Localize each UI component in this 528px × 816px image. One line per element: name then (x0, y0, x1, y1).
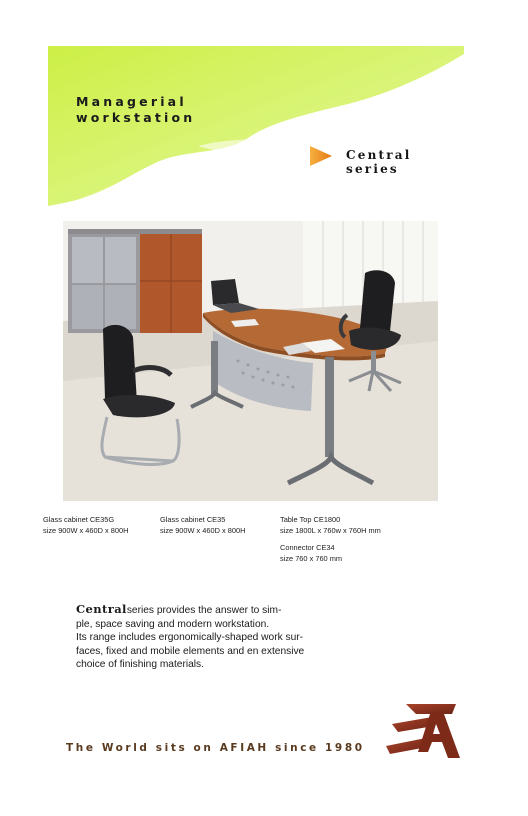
spec-name: Glass cabinet CE35 (160, 515, 226, 524)
spec-size: size 1800L x 760w x 760H mm (280, 526, 381, 535)
triangle-arrow-icon (310, 146, 332, 166)
description-line-4: faces, fixed and mobile elements and en extensive (76, 645, 305, 657)
spec-glass-cabinet-ce35 (160, 514, 245, 536)
description-line-1 (76, 603, 376, 618)
spec-name: Glass cabinet CE35G (43, 515, 115, 524)
title-line-2: workstation (76, 110, 196, 125)
description-paragraph (76, 603, 376, 672)
series-line-1: Central (346, 148, 412, 162)
description-text-1: series provides the answer to sim- (126, 605, 282, 616)
description-line-3: Its range includes ergonomically-shaped work sur- (76, 632, 304, 644)
spec-glass-cabinet-ce35g (43, 514, 128, 536)
spec-table-top-ce1800 (280, 514, 381, 536)
footer-tagline: The World sits on AFIAH since 1980 (66, 742, 365, 754)
spec-size: size 760 x 760 mm (280, 554, 343, 563)
spec-connector-ce34 (280, 542, 342, 564)
title-line-1: Managerial (76, 94, 187, 109)
description-line-5: choice of finishing materials. (76, 659, 204, 671)
office-furniture-photo-icon (63, 221, 438, 501)
page-title (76, 94, 195, 126)
spec-size: size 900W x 460D x 800H (160, 526, 246, 535)
spec-size: size 900W x 460D x 800H (43, 526, 129, 535)
brand-name: Central (76, 602, 127, 616)
series-label (346, 148, 412, 176)
series-line-2: series (346, 162, 399, 176)
afiah-logo-icon (386, 702, 466, 760)
product-photo (63, 221, 438, 501)
spec-name: Table Top CE1800 (280, 515, 341, 524)
header-green-wave (48, 46, 464, 206)
spec-name: Connector CE34 (280, 543, 335, 552)
description-line-2: ple, space saving and modern workstation. (76, 618, 270, 630)
